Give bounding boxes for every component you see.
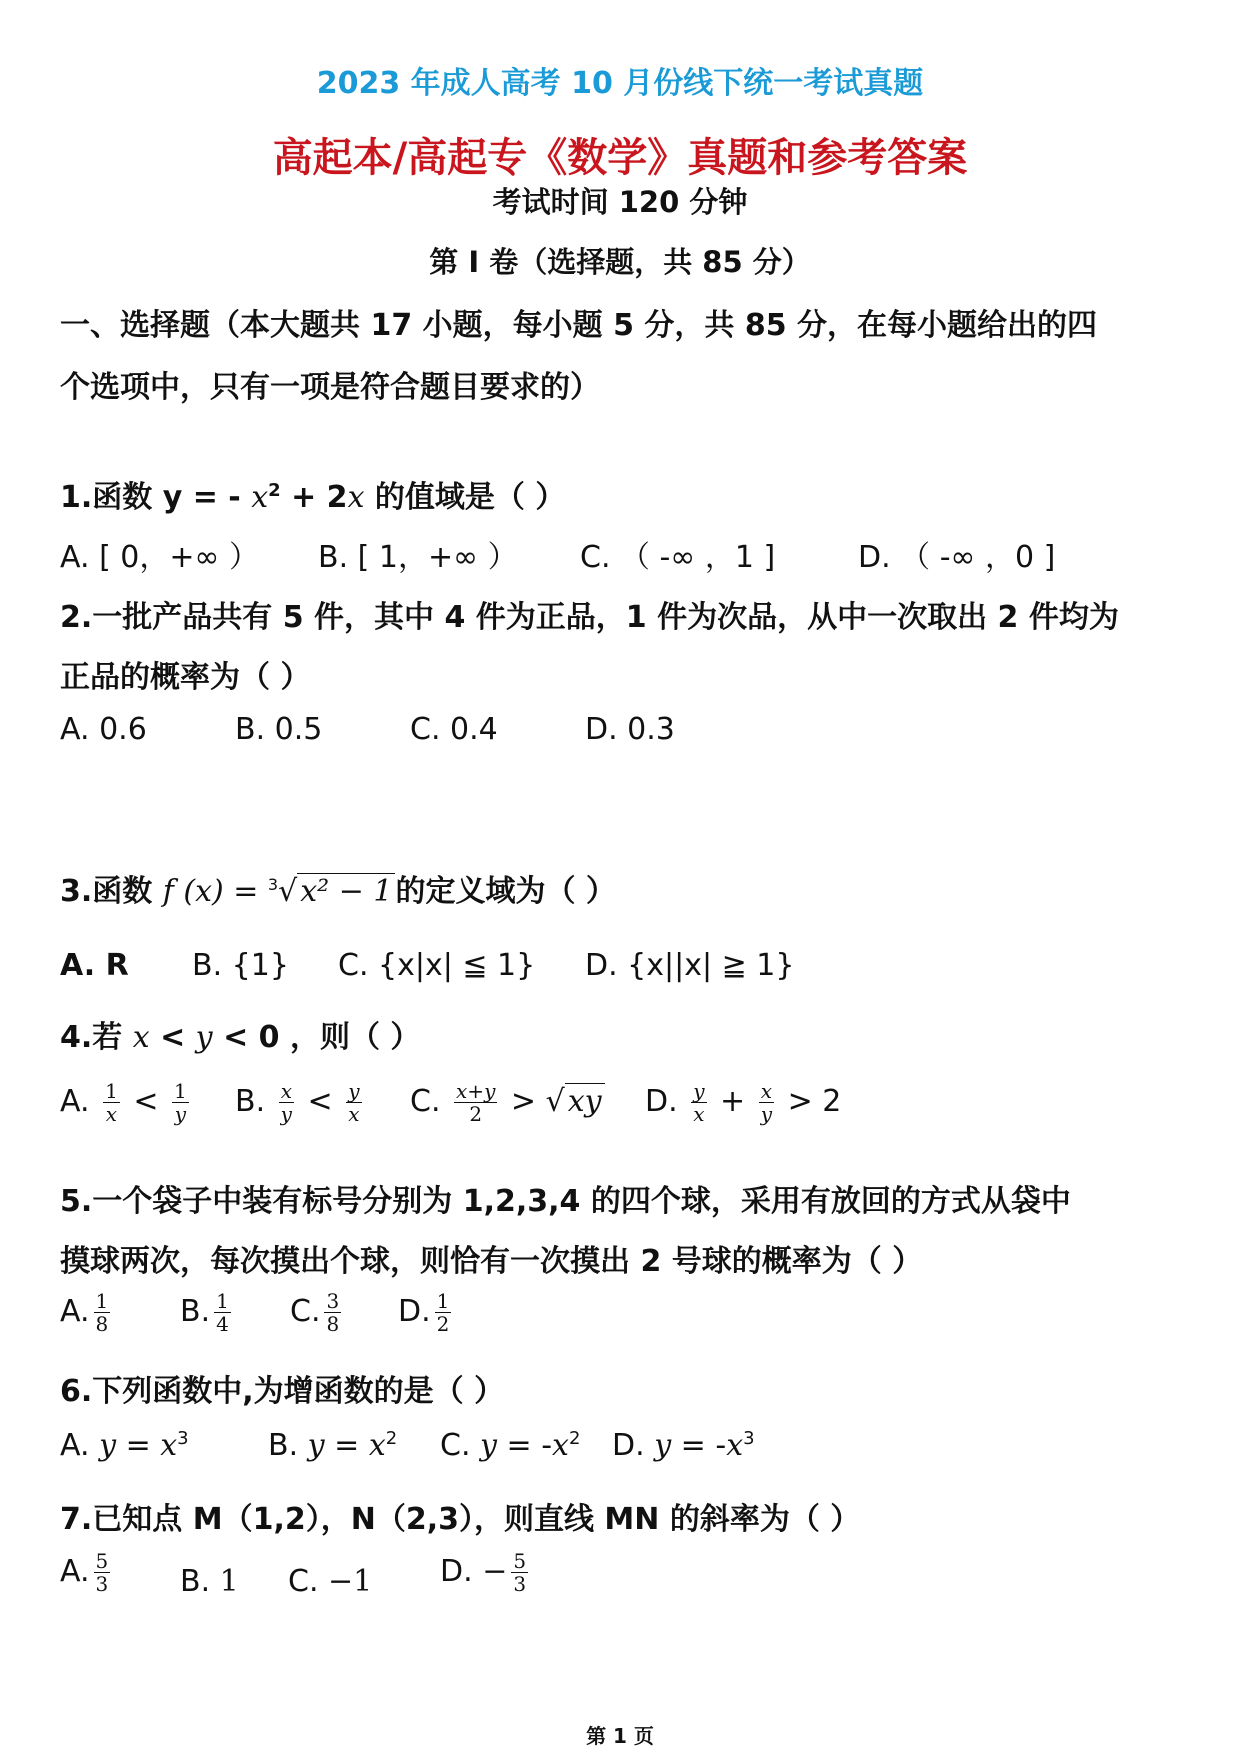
q4-d-rhs: > 2 [787,1084,842,1119]
question-5-stem-line2: 摸球两次，每次摸出个球，则恰有一次摸出 2 号球的概率为（ ） [60,1244,923,1279]
q4-c-op: > [510,1084,537,1119]
q1-option-d: D. （ -∞ ，0 ] [858,540,1056,575]
q1-mid: + 2 [280,480,348,515]
q4-b-frac2: $\frac{y}{x}$ [348,1079,360,1126]
q4-c-label: C. [410,1084,441,1119]
question-2-stem-line2: 正品的概率为（ ） [60,660,311,695]
question-7-stem: 7.已知点 M（1,2），N（2,3），则直线 MN 的斜率为（ ） [60,1502,861,1537]
q7-option-c: C. −1 [288,1564,373,1599]
q1-var: x [251,480,269,515]
volume-heading: 第 I 卷（选择题，共 85 分） [429,245,811,279]
q4-d-frac2: $\frac{x}{y}$ [760,1079,773,1126]
q3-suffix: 的定义域为（ ） [395,874,616,909]
question-2-stem-line1: 2.一批产品共有 5 件，其中 4 件为正品，1 件为次品，从中一次取出 2 件均为 [60,600,1119,635]
q2-option-c: C. 0.4 [410,712,498,747]
q6-option-b: B. $y = x^2$ [268,1428,398,1463]
section-instruction-line2: 个选项中，只有一项是符合题目要求的） [60,370,600,405]
radical-icon: √ [545,1084,565,1119]
q7-option-d: D. − $\frac{5}{3}$ [440,1549,527,1596]
exam-subtitle: 高起本/高起专《数学》真题和参考答案 [272,135,968,181]
q2-option-d: D. 0.3 [585,712,675,747]
radical-icon: √ [278,874,298,909]
q4-x: x [132,1020,150,1055]
q2-option-a: A. 0.6 [60,712,147,747]
q1-option-b: B. [ 1，+∞ ） [318,540,518,575]
q3-option-c: C. {x|x| ≦ 1} [338,948,536,983]
exam-duration: 考试时间 120 分钟 [492,185,748,219]
q6-option-c: C. $y = -x^2$ [440,1428,581,1463]
q4-d-frac1: $\frac{y}{x}$ [693,1079,705,1126]
q4-c-frac: $\frac{x+y}{2}$ [456,1079,496,1126]
q3-root-index: 3 [267,875,279,894]
q2-option-b: B. 0.5 [235,712,323,747]
q1-suffix: 的值域是（ ） [364,480,566,515]
q1-stem-prefix: 1.函数 y = - [60,480,252,515]
q4-option-a [60,1080,193,1125]
q6-option-d: D. $y = -x^3$ [612,1428,755,1463]
q4-b-label: B. [235,1084,266,1119]
q4-c-root: xy [565,1083,605,1119]
q4-a-frac2: $\frac{1}{y}$ [174,1079,187,1126]
q1-option-c: C. （ -∞ ，1 ] [580,540,776,575]
q4-a-frac1: $\frac{1}{x}$ [105,1079,118,1126]
question-3-stem-row [60,866,616,910]
q4-prefix: 4.若 [60,1020,133,1055]
q5-option-c: C. $\frac{3}{8}$ [290,1289,340,1336]
q1-var2: x [347,480,365,515]
q5-option-b: B. $\frac{1}{4}$ [180,1289,229,1336]
page-number: 第 1 页 [586,1724,654,1748]
q3-option-a: A. R [60,948,129,983]
q4-option-d [645,1080,841,1125]
exam-title: 2023 年成人高考 10 月份线下统一考试真题 [316,66,924,101]
q3-radicand: x² − 1 [297,873,395,909]
question-1-stem [60,472,565,516]
q3-option-b: B. {1} [192,948,289,983]
q4-b-op: < [307,1084,333,1119]
q3-function: f (x) = [162,874,268,909]
q7-option-a: A. $\frac{5}{3}$ [60,1549,109,1596]
question-5-stem-line1: 5.一个袋子中装有标号分别为 1,2,3,4 的四个球，采用有放回的方式从袋中 [60,1184,1071,1219]
q1-exp: 2 [268,480,281,501]
q3-option-d: D. {x||x| ≧ 1} [585,948,795,983]
q3-prefix: 3.函数 [60,874,163,909]
q5-option-d: D. $\frac{1}{2}$ [398,1289,450,1336]
q4-option-c [410,1080,605,1125]
q4-rest: < 0 ，则（ ） [212,1020,421,1055]
q5-option-a: A. $\frac{1}{8}$ [60,1289,109,1336]
q4-a-label: A. [60,1084,90,1119]
q4-d-op: + [720,1084,746,1119]
q1-option-a: A. [ 0，+∞ ） [60,540,260,575]
section-instruction-line1: 一、选择题（本大题共 17 小题，每小题 5 分，共 85 分，在每小题给出的四 [60,308,1098,343]
question-6-stem: 6.下列函数中,为增函数的是（ ） [60,1374,505,1409]
q4-d-label: D. [645,1084,678,1119]
q7-option-b: B. 1 [180,1564,239,1599]
q4-option-b [235,1080,366,1125]
q4-b-frac1: $\frac{x}{y}$ [280,1079,292,1126]
q4-lt: < [149,1020,196,1055]
q4-a-op: < [133,1084,159,1119]
q6-option-a: A. $y = x^3$ [60,1428,189,1463]
q4-y: y [195,1020,213,1055]
question-4-stem [60,1012,420,1056]
